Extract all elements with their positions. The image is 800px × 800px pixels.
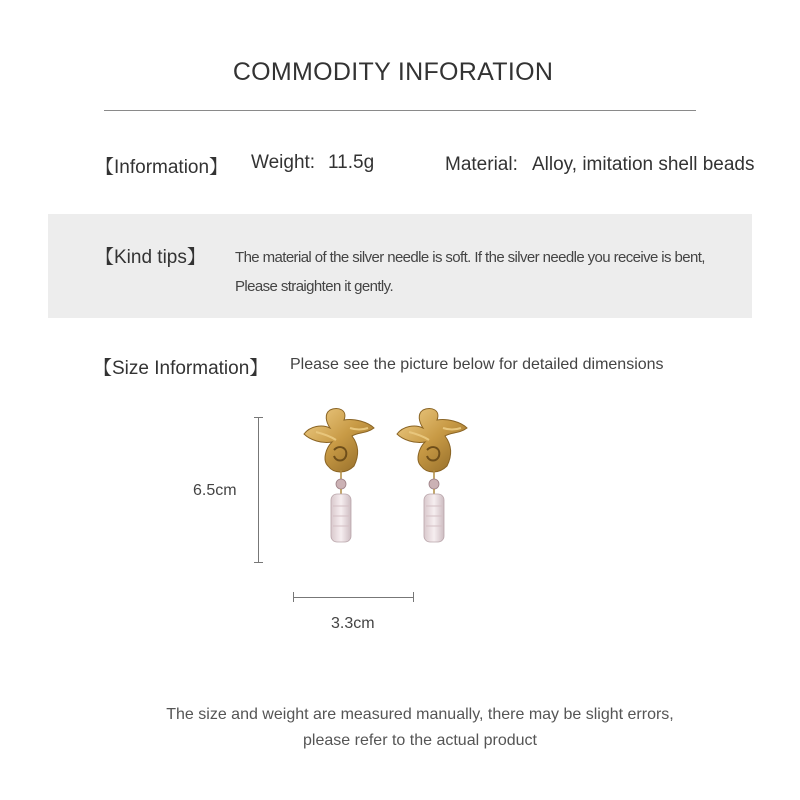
- measurement-note-line-2: please refer to the actual product: [303, 732, 537, 749]
- material-label: Material:: [445, 154, 518, 175]
- title-divider: [104, 110, 696, 111]
- weight-label: Weight:: [251, 152, 316, 173]
- kind-tips-line-2: Please straighten it gently.: [235, 278, 394, 295]
- earring-image-right: [389, 404, 479, 554]
- kind-tips-line-1: The material of the silver needle is soft. If the silver needle you receive is bent,: [235, 249, 705, 266]
- height-dimension-line: [258, 417, 259, 563]
- height-dimension-cap-top: [254, 417, 263, 418]
- height-dimension-value: 6.5cm: [193, 482, 237, 499]
- material-value: Alloy, imitation shell beads: [532, 154, 755, 175]
- width-dimension-cap-right: [413, 592, 414, 602]
- weight-value: 11.5g: [328, 152, 375, 173]
- measurement-note-line-1: The size and weight are measured manually, there may be slight errors,: [166, 706, 674, 723]
- kind-tips-label: 【Kind tips】: [95, 247, 206, 268]
- information-label: 【Information】: [95, 157, 229, 178]
- height-dimension-cap-bottom: [254, 562, 263, 563]
- width-dimension-cap-left: [293, 592, 294, 602]
- kind-tips-text: [235, 243, 745, 301]
- earring-image-left: [296, 404, 386, 554]
- width-dimension-line: [294, 597, 414, 598]
- page-title: COMMODITY INFORATION: [232, 58, 554, 86]
- measurement-note: [120, 702, 720, 754]
- size-information-description: Please see the picture below for detailed dimensions: [290, 356, 664, 373]
- width-dimension-value: 3.3cm: [331, 615, 375, 632]
- size-information-label: 【Size Information】: [93, 358, 269, 379]
